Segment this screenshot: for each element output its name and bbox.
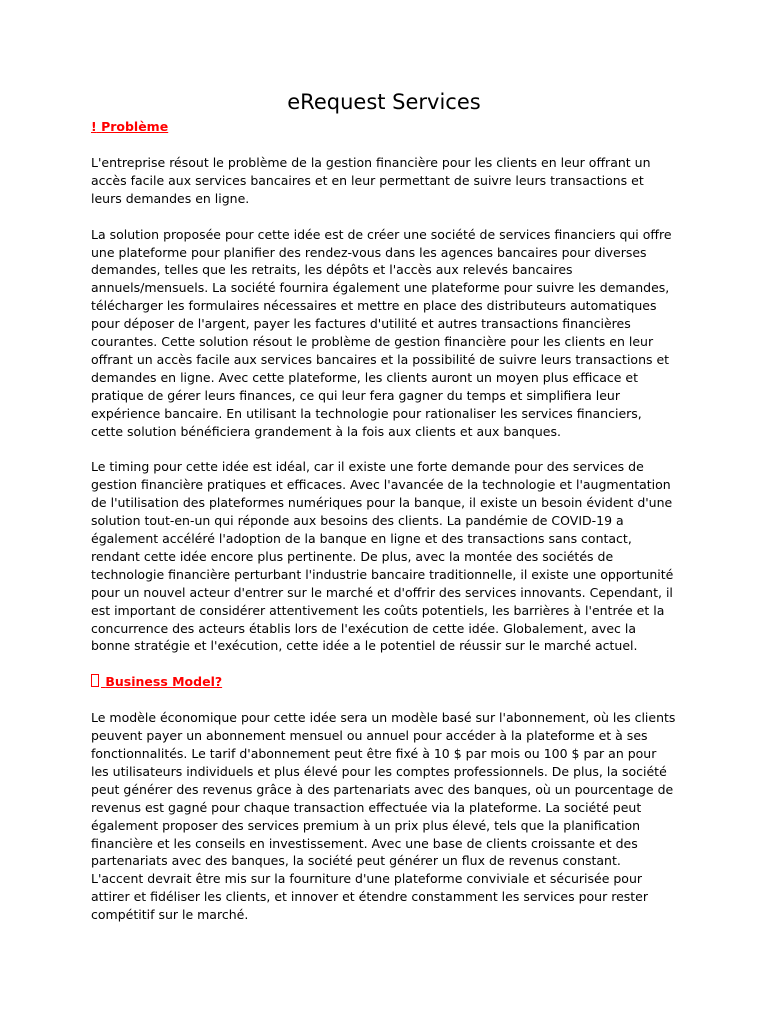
document-page <box>91 88 677 942</box>
section-heading-business-model <box>91 673 677 691</box>
paragraph: L'entreprise résout le problème de la gestion financière pour les clients en leur offrant un accès facile aux services bancaires et en leur permettant de suivre leurs transactions et leurs demandes en ligne. <box>91 155 651 206</box>
paragraph: Le timing pour cette idée est idéal, car il existe une forte demande pour des services de gestion financière pratiques et efficaces. Avec l'avancée de la technologie et l'augmentation de l'utilisation des plateformes numériques pour la banque, il existe un besoin évident d'une solution tout-en-un qui réponde aux besoins des clients. La pandémie de COVID-19 a également accéléré l'adoption de la banque en ligne et des transactions sans contact, rendant cette idée encore plus pertinente. De plus, avec la montée des sociétés de technologie financière perturbant l'industrie bancaire traditionnelle, il existe une opportunité pour un nouvel acteur d'entrer sur le marché et d'offrir des services innovants. Cependant, il est important de considérer attentivement les coûts potentiels, les barrières à l'entrée et la concurrence des acteurs établis lors de l'exécution de cette idée. Globalement, avec la bonne stratégie et l'exécution, cette idée a le potentiel de réussir sur le marché actuel. <box>91 459 674 654</box>
document-title: eRequest Services <box>287 90 481 114</box>
missing-glyph-icon <box>91 674 99 687</box>
section-heading-label: Problème <box>101 119 169 134</box>
paragraph: Le modèle économique pour cette idée sera un modèle basé sur l'abonnement, où les clients peuvent payer un abonnement mensuel ou annuel pour accéder à la plateforme et à ses fonctionnalités. Le tarif d'abonnement peut être fixé à 10 $ par mois ou 100 $ par an pour les utilisateurs individuels et plus élevé pour les comptes professionnels. De plus, la société peut générer des revenus grâce à des partenariats avec des banques, où un pourcentage de revenus est gagné pour chaque transaction effectuée via la plateforme. La société peut également proposer des services premium à un prix plus élevé, tels que la planification financière et les conseils en investissement. Avec une base de clients croissante et des partenariats avec des banques, la société peut générer un flux de revenus constant. L'accent devrait être mis sur la fourniture d'une plateforme conviviale et sécurisée pour attirer et fidéliser les clients, et innover et étendre constamment les services pour rester compétitif sur le marché. <box>91 710 676 923</box>
exclamation-marker: ! <box>91 119 97 134</box>
paragraph: La solution proposée pour cette idée est de créer une société de services financiers qui offre une plateforme pour planifier des rendez-vous dans les agences bancaires pour diverses demandes, telles que les retraits, les dépôts et l'accès aux relevés bancaires annuels/mensuels. La société fournira également une plateforme pour suivre les demandes, télécharger les formulaires nécessaires et mettre en place des distributeurs automatiques pour déposer de l'argent, payer les factures d'utilité et autres transactions financières courantes. Cette solution résout le problème de gestion financière pour les clients en leur offrant un accès facile aux services bancaires et la possibilité de suivre leurs transactions et demandes en ligne. Avec cette plateforme, les clients auront un moyen plus efficace et pratique de gérer leurs finances, ce qui leur fera gagner du temps et simplifiera leur expérience bancaire. En utilisant la technologie pour rationaliser les services financiers, cette solution bénéficiera grandement à la fois aux clients et aux banques. <box>91 226 672 439</box>
section-heading-probleme <box>91 118 677 136</box>
section-heading-label: Business Model? <box>105 674 223 690</box>
